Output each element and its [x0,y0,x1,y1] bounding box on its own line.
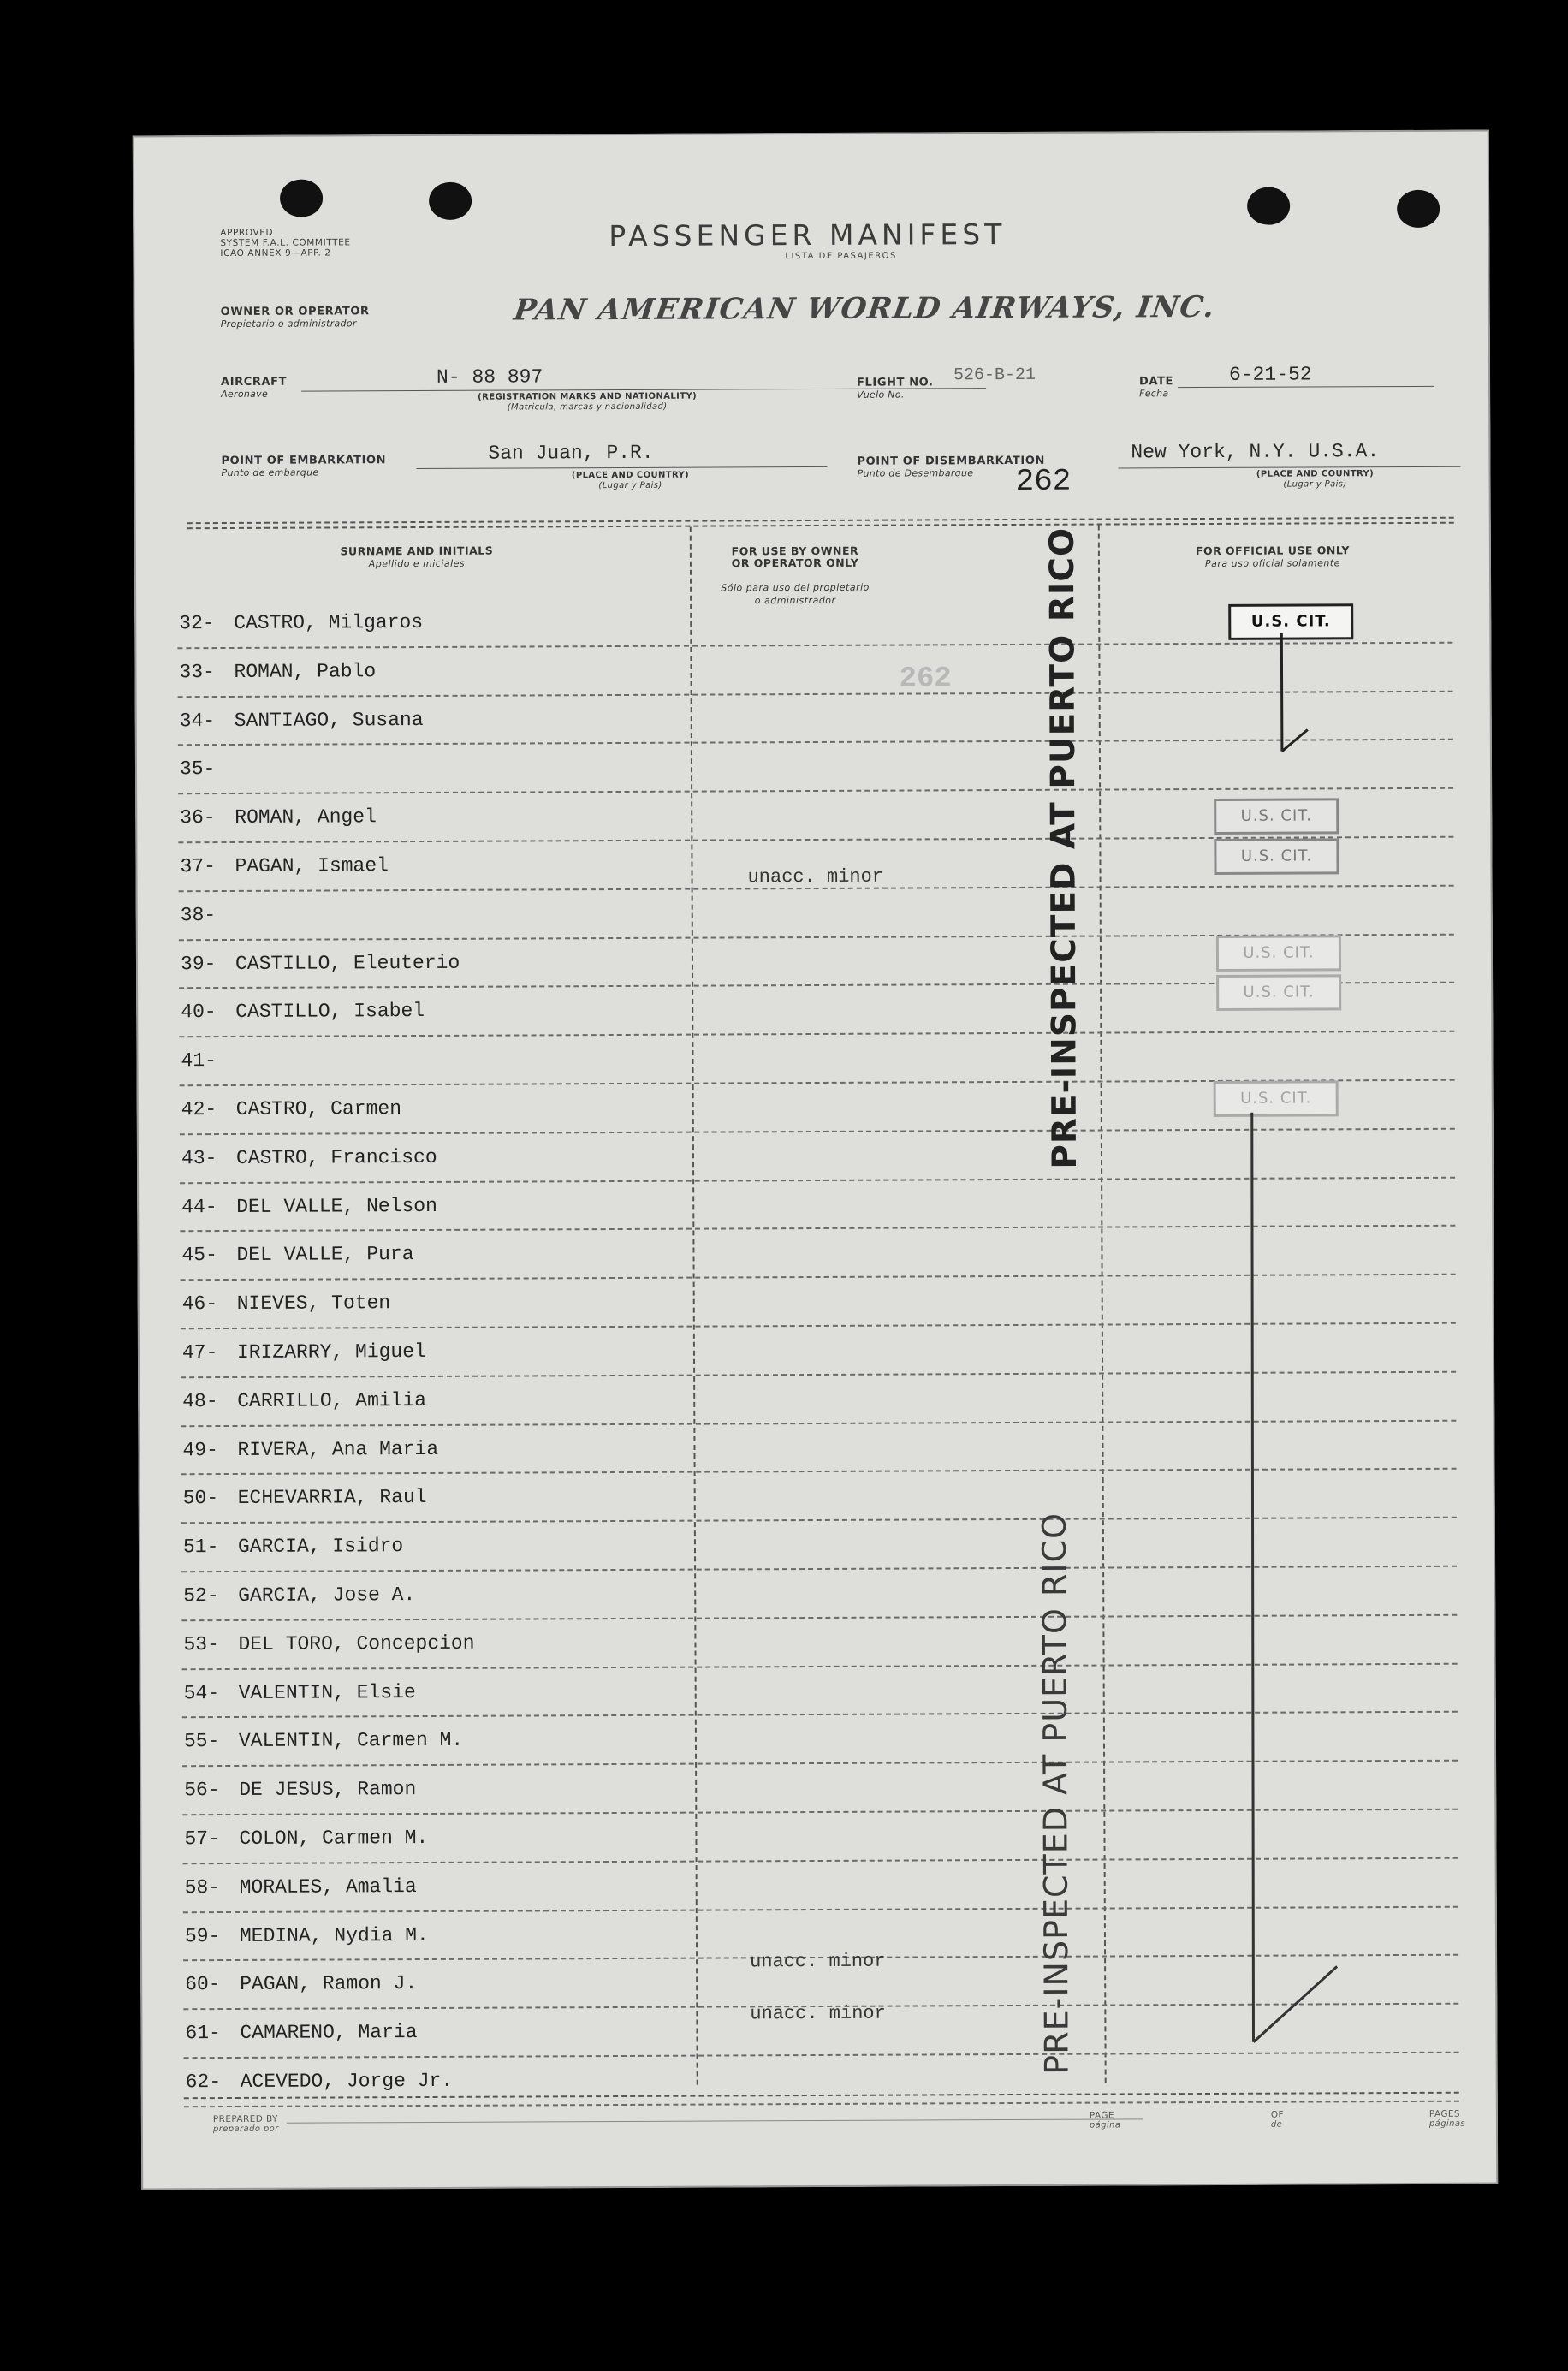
passenger-name: PAGAN, Ramon J. [240,1972,418,1996]
date-label-en: DATE [1139,375,1174,389]
passenger-name: SANTIAGO, Susana [234,708,424,732]
form-title-es: LISTA DE PASAJEROS [785,251,897,262]
row-number: 56- [184,1779,220,1802]
embarkation-label-en: POINT OF EMBARKATION [221,454,387,468]
passenger-name: ROMAN, Angel [235,805,377,829]
row-number: 50- [182,1487,219,1510]
passenger-name: ROMAN, Pablo [234,660,377,683]
row-number: 45- [181,1244,217,1267]
footer-prepared-by-es: preparado por [212,2124,279,2135]
row-number: 48- [182,1389,218,1413]
disembarkation-caption-en: (PLACE AND COUNTRY) [1256,469,1375,479]
row-number: 34- [179,709,216,732]
passenger-name: GARCIA, Isidro [237,1535,404,1559]
row-number: 43- [181,1146,217,1170]
passenger-name: MEDINA, Nydia M. [239,1923,429,1947]
row-number: 58- [184,1875,221,1899]
passenger-name: CASTILLO, Eleuterio [235,951,460,975]
aircraft-caption-es: (Matricula, marcas y nacionalidad) [507,401,668,413]
us-cit-stamp-37: U.S. CIT. [1214,838,1339,875]
date-label-es: Fecha [1139,388,1169,400]
disembarkation-label-es: Punto de Desembarque [857,467,974,479]
us-cit-stamp-36: U.S. CIT. [1214,798,1339,835]
remark-row-37: unacc. minor [747,865,884,888]
us-cit-stamp-39: U.S. CIT. [1216,935,1341,972]
embarkation-caption-en: (PLACE AND COUNTRY) [571,470,690,481]
date-value: 6-21-52 [1228,363,1312,386]
passenger-name: ACEVEDO, Jorge Jr. [240,2069,454,2093]
passenger-name: MORALES, Amalia [239,1875,417,1899]
column-header-surname-en: SURNAME AND INITIALS [340,544,494,558]
passenger-name: PAGAN, Ismael [235,854,389,877]
preinspected-stamp-top: PRE-INSPECTED AT PUERTO RICO [1042,526,1085,1169]
footer-pages-en: PAGES [1428,2108,1461,2119]
footer-prepared-by-en: PREPARED BY [212,2113,278,2125]
aircraft-value: N- 88 897 [436,365,543,389]
row-number: 55- [183,1730,220,1753]
ditto-check-mark-bottom [1214,1110,1355,2053]
ghost-number: 262 [899,663,952,696]
row-number: 54- [183,1681,220,1704]
column-header-surname-es: Apellido e iniciales [368,557,466,570]
row-number: 44- [181,1195,217,1218]
row-separator [178,787,1453,795]
page-number: 262 [1015,463,1072,499]
aircraft-label-en: AIRCRAFT [220,375,288,389]
ditto-check-mark-top [1247,631,1325,759]
row-number: 35- [179,758,216,781]
row-number: 51- [182,1536,219,1559]
passenger-name: DEL VALLE, Pura [236,1243,414,1267]
disembarkation-caption-es: (Lugar y Pais) [1283,479,1347,490]
row-number: 52- [183,1584,219,1607]
row-number: 60- [185,1973,221,1996]
flight-label-en: FLIGHT NO. [857,376,934,389]
aircraft-label-es: Aeronave [221,388,269,401]
passenger-name: DEL TORO, Concepcion [238,1631,475,1655]
approval-line-2: SYSTEM F.A.L. COMMITTEE [220,237,351,249]
row-number: 41- [181,1049,217,1073]
row-number: 59- [184,1924,221,1947]
footer-page [1090,2111,1121,2130]
row-number: 49- [182,1438,218,1461]
row-number: 40- [181,1001,217,1024]
footer-of [1271,2111,1284,2130]
passenger-name: VALENTIN, Carmen M. [238,1729,464,1753]
row-number: 32- [179,612,215,635]
disembarkation-value: New York, N.Y. U.S.A. [1131,440,1380,464]
passenger-name: GARCIA, Jose A. [238,1584,416,1607]
disembarkation-label-en: POINT OF DISEMBARKATION [857,454,1045,468]
footer-prepared-by [213,2115,279,2134]
owner-label-en: OWNER OR OPERATOR [220,305,370,319]
column-header-official-use-es: Para uso oficial solamente [1204,557,1340,570]
row-separator [179,1031,1454,1038]
approval-line-1: APPROVED [220,227,274,239]
passenger-name: DEL VALLE, Nelson [236,1194,437,1218]
embarkation-value: San Juan, P.R. [488,441,654,465]
remark-row-59: unacc. minor [750,1950,886,1973]
owner-label-es: Propietario o administrador [220,318,357,330]
column-header-official-use-en: FOR OFFICIAL USE ONLY [1195,544,1350,558]
footer-of-en: OF [1270,2109,1285,2120]
us-cit-stamp-32: U.S. CIT. [1228,603,1353,640]
passenger-name: DE JESUS, Ramon [239,1778,417,1802]
passenger-name: VALENTIN, Elsie [238,1680,416,1704]
aircraft-caption-en: (REGISTRATION MARKS AND NATIONALITY) [478,391,698,402]
row-number: 53- [183,1632,219,1656]
footer-of-es: de [1270,2119,1283,2130]
row-number: 36- [180,806,216,829]
us-cit-stamp-42: U.S. CIT. [1214,1080,1339,1117]
passenger-name: IRIZARRY, Miguel [236,1340,426,1364]
passenger-name: COLON, Carmen M. [239,1826,429,1850]
column-header-owner-use-es: Sólo para uso del propietario o administrador [721,581,870,607]
row-number: 37- [180,855,216,878]
footer-page-es: página [1089,2120,1121,2130]
approval-line-3: ICAO ANNEX 9—APP. 2 [220,247,331,259]
form-title: PASSENGER MANIFEST [609,217,1007,253]
manifest-sheet [133,130,1498,2190]
row-number: 57- [184,1827,220,1851]
footer-pages-es: páginas [1428,2118,1466,2129]
row-number: 33- [179,660,215,684]
footer-pages [1429,2110,1465,2129]
flight-label-es: Vuelo No. [857,389,905,401]
passenger-name: CASTRO, Milgaros [234,610,424,634]
row-number: 61- [185,2022,221,2045]
passenger-name: CASTRO, Carmen [235,1097,402,1120]
preinspected-stamp-bottom: PRE-INSPECTED AT PUERTO RICO [1035,1512,1076,2075]
embarkation-label-es: Punto de embarque [221,466,319,479]
footer-page-en: PAGE [1089,2110,1114,2121]
row-number: 38- [180,903,217,927]
passenger-name: RIVERA, Ana Maria [237,1437,439,1461]
row-number: 47- [181,1341,218,1364]
row-number: 39- [180,952,217,975]
remark-row-60: unacc. minor [750,2002,886,2025]
passenger-name: CAMARENO, Maria [240,2021,418,2045]
passenger-name: CARRILLO, Amilia [237,1388,427,1412]
row-separator [184,2052,1459,2059]
row-number: 62- [185,2071,222,2094]
row-separator [184,2101,1459,2108]
flight-value: 526-B-21 [953,365,1036,386]
passenger-name: NIEVES, Toten [236,1292,391,1316]
airline-name: PAN AMERICAN WORLD AIRWAYS, INC. [511,289,1218,328]
us-cit-stamp-40: U.S. CIT. [1216,974,1341,1011]
row-number: 46- [181,1292,218,1316]
row-number: 42- [181,1098,217,1121]
passenger-name: CASTRO, Francisco [235,1145,437,1169]
column-header-owner-use-en: FOR USE BY OWNER OR OPERATOR ONLY [731,544,859,570]
embarkation-caption-es: (Lugar y Pais) [598,480,662,491]
passenger-name: ECHEVARRIA, Raul [237,1486,427,1510]
passenger-name: CASTILLO, Isabel [235,1000,425,1024]
